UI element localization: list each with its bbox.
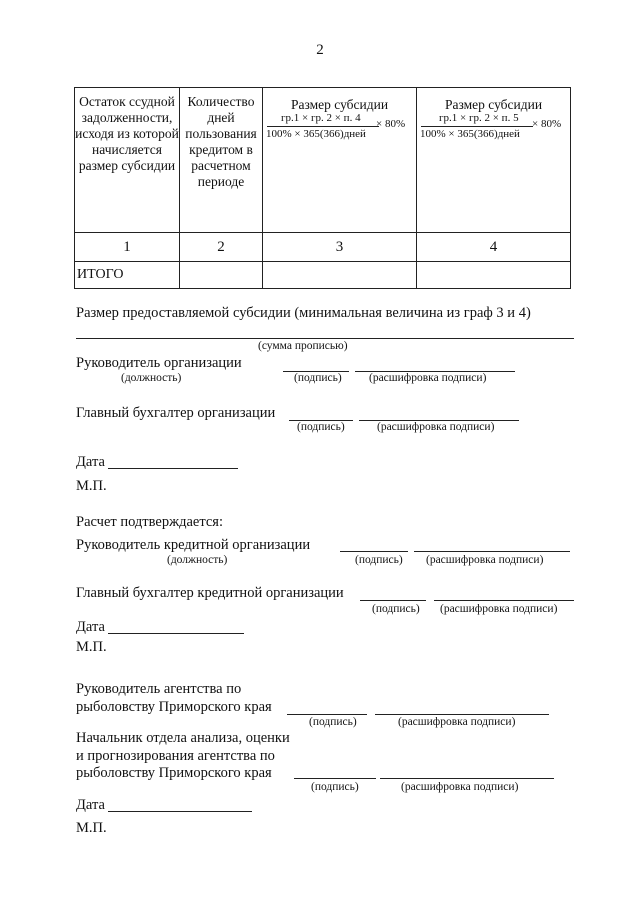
col4-denominator: 100% × 365(366)дней [420, 128, 520, 140]
col-number-1: 1 [75, 233, 180, 262]
dept-head-line1: Начальник отдела анализа, оценки [76, 730, 290, 746]
org-head-sign-caption: (подпись) [294, 372, 342, 384]
date-line-1 [108, 468, 238, 469]
date-label-3: Дата [76, 797, 105, 813]
col-number-3: 3 [263, 233, 417, 262]
credit-head-sign-line [340, 551, 408, 552]
org-accountant-label: Главный бухгалтер организации [76, 405, 276, 421]
subsidy-table [74, 87, 571, 289]
total-cell-4 [417, 262, 571, 289]
col3-fraction-bar [267, 126, 379, 127]
credit-accountant-sign-line [360, 600, 426, 601]
credit-head-decode-caption: (расшифровка подписи) [426, 554, 544, 566]
agency-head-decode-line [375, 714, 549, 715]
dept-head-line2: и прогнозирования агентства по [76, 748, 275, 764]
org-accountant-sign-caption: (подпись) [297, 421, 345, 433]
agency-head-sign-caption: (подпись) [309, 716, 357, 728]
col3-numerator: гр.1 × гр. 2 × п. 4 [281, 112, 361, 124]
date-label-1: Дата [76, 454, 105, 470]
agency-head-line2: рыболовству Приморского края [76, 699, 272, 715]
col4-fraction-bar [421, 126, 533, 127]
dept-head-decode-caption: (расшифровка подписи) [401, 781, 519, 793]
col4-title: Размер субсидии [444, 97, 543, 112]
col3-title: Размер субсидии [290, 97, 389, 112]
org-head-position: (должность) [121, 372, 182, 384]
dept-head-sign-caption: (подпись) [311, 781, 359, 793]
page-number: 2 [316, 42, 324, 58]
header-col2: Количество дней пользования кредитом в расчетном периоде [180, 88, 263, 233]
credit-head-decode-line [414, 551, 570, 552]
sum-caption: (сумма прописью) [258, 340, 348, 352]
stamp-1: М.П. [76, 478, 107, 494]
col4-factor: × 80% [532, 118, 562, 130]
col3-denominator: 100% × 365(366)дней [266, 128, 366, 140]
total-cell-2 [180, 262, 263, 289]
sum-line [76, 338, 574, 339]
total-label: ИТОГО [75, 262, 180, 289]
agency-head-decode-caption: (расшифровка подписи) [398, 716, 516, 728]
credit-accountant-label: Главный бухгалтер кредитной организации [76, 585, 344, 601]
col-number-4: 4 [417, 233, 571, 262]
date-label-2: Дата [76, 619, 105, 635]
credit-accountant-decode-line [434, 600, 574, 601]
dept-head-sign-line [294, 778, 376, 779]
dept-head-decode-line [380, 778, 554, 779]
credit-accountant-sign-caption: (подпись) [372, 603, 420, 615]
total-cell-3 [263, 262, 417, 289]
header-col3 [263, 88, 417, 233]
header-col1: Остаток ссудной задолженности, исходя из которой начисляется размер субсидии [75, 88, 180, 233]
col3-factor: × 80% [376, 118, 406, 130]
org-head-decode-caption: (расшифровка подписи) [369, 372, 487, 384]
confirmed-label: Расчет подтверждается: [76, 514, 224, 530]
date-line-3 [108, 811, 252, 812]
agency-head-line1: Руководитель агентства по [76, 681, 242, 697]
stamp-2: М.П. [76, 639, 107, 655]
credit-accountant-decode-caption: (расшифровка подписи) [440, 603, 558, 615]
credit-head-position: (должность) [167, 554, 228, 566]
credit-head-label: Руководитель кредитной организации [76, 537, 311, 553]
org-head-label: Руководитель организации [76, 355, 242, 371]
col4-numerator: гр.1 × гр. 2 × п. 5 [439, 112, 519, 124]
col-number-2: 2 [180, 233, 263, 262]
date-line-2 [108, 633, 244, 634]
dept-head-line3: рыболовству Приморского края [76, 765, 272, 781]
agency-head-sign-line [287, 714, 367, 715]
credit-head-sign-caption: (подпись) [355, 554, 403, 566]
subsidy-line: Размер предоставляемой субсидии (минимальная величина из граф 3 и 4) [76, 305, 531, 321]
stamp-3: М.П. [76, 820, 107, 836]
header-col4 [417, 88, 571, 233]
org-accountant-decode-caption: (расшифровка подписи) [377, 421, 495, 433]
